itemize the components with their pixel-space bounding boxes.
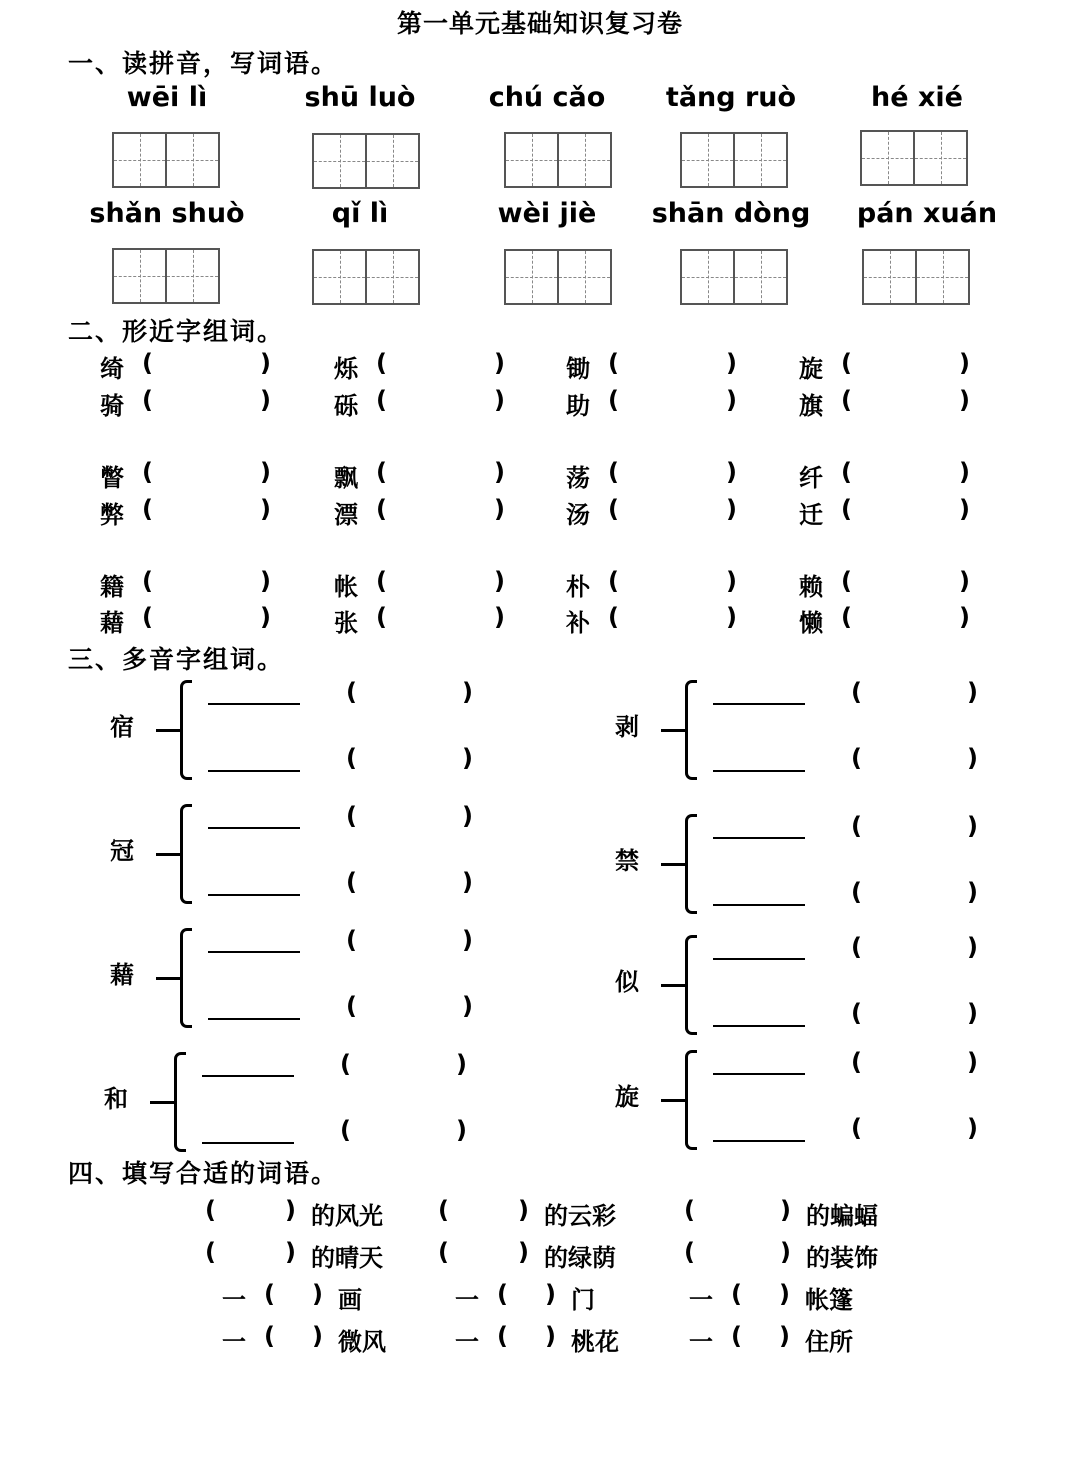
section-4-heading: 四、填写合适的词语。: [68, 1159, 339, 1188]
left-paren: (: [438, 1238, 449, 1266]
right-paren: ): [494, 567, 505, 595]
similar-char-item[interactable]: [334, 386, 534, 420]
similar-char-item[interactable]: [566, 603, 766, 637]
right-paren: ): [545, 1322, 556, 1350]
right-paren: ): [967, 744, 978, 772]
yi-char: 一: [689, 1286, 713, 1314]
tianzige-answer-box[interactable]: [112, 132, 220, 188]
polyphone-item[interactable]: [110, 804, 510, 914]
similar-char-item[interactable]: [334, 603, 534, 637]
left-paren: (: [376, 495, 387, 523]
similar-char-item[interactable]: [334, 567, 534, 601]
left-paren: (: [205, 1196, 216, 1224]
character: 禁: [615, 847, 639, 875]
brace-bracket: [685, 680, 697, 780]
similar-char-item[interactable]: [566, 567, 766, 601]
character: 漂: [334, 501, 358, 529]
answer-line[interactable]: [208, 894, 300, 896]
phrase-suffix: 门: [571, 1286, 595, 1314]
right-paren: ): [779, 1322, 790, 1350]
left-paren: (: [851, 999, 862, 1027]
bracket-stub: [156, 853, 182, 856]
phrase-suffix: 画: [338, 1286, 362, 1314]
phrase-suffix: 的风光: [311, 1202, 383, 1230]
character: 绮: [100, 355, 124, 383]
pinyin-prompt: wēi lì: [126, 82, 208, 113]
pinyin-prompt: hé xié: [871, 82, 963, 113]
right-paren: ): [518, 1238, 529, 1266]
left-paren: (: [142, 386, 153, 414]
similar-char-item[interactable]: [566, 495, 766, 529]
brace-bracket: [685, 814, 697, 914]
brace-bracket: [174, 1052, 186, 1152]
character: 汤: [566, 501, 590, 529]
right-paren: ): [545, 1280, 556, 1308]
brace-bracket: [685, 935, 697, 1035]
right-paren: ): [260, 386, 271, 414]
right-paren: ): [726, 458, 737, 486]
tianzige-answer-box[interactable]: [504, 249, 612, 305]
polyphone-item[interactable]: [110, 928, 510, 1038]
answer-line[interactable]: [713, 904, 805, 906]
character: 旋: [615, 1083, 639, 1111]
phrase-suffix: 的晴天: [311, 1244, 383, 1272]
left-paren: (: [851, 812, 862, 840]
left-paren: (: [142, 349, 153, 377]
yi-char: 一: [455, 1328, 479, 1356]
character: 旗: [799, 392, 823, 420]
similar-char-item[interactable]: [566, 349, 766, 383]
page-title: 第一单元基础知识复习卷: [396, 9, 683, 38]
character: 帐: [334, 573, 358, 601]
right-paren: ): [494, 495, 505, 523]
similar-char-item[interactable]: [100, 349, 300, 383]
similar-char-item[interactable]: [100, 603, 300, 637]
right-paren: ): [726, 349, 737, 377]
answer-line[interactable]: [713, 770, 805, 772]
tianzige-answer-box[interactable]: [680, 132, 788, 188]
left-paren: (: [841, 495, 852, 523]
right-paren: ): [260, 603, 271, 631]
left-paren: (: [346, 744, 357, 772]
left-paren: (: [205, 1238, 216, 1266]
polyphone-item[interactable]: [110, 680, 510, 790]
right-paren: ): [959, 567, 970, 595]
answer-line[interactable]: [208, 1018, 300, 1020]
similar-char-item[interactable]: [100, 495, 300, 529]
tianzige-answer-box[interactable]: [680, 249, 788, 305]
right-paren: ): [462, 868, 473, 896]
left-paren: (: [376, 603, 387, 631]
character: 锄: [566, 355, 590, 383]
similar-char-item[interactable]: [799, 458, 999, 492]
bracket-stub: [156, 977, 182, 980]
character: 补: [566, 609, 590, 637]
character: 冠: [110, 837, 134, 865]
fill-measure-word-item[interactable]: [222, 1322, 402, 1356]
left-paren: (: [684, 1196, 695, 1224]
bracket-stub: [661, 863, 687, 866]
right-paren: ): [285, 1238, 296, 1266]
bracket-stub: [150, 1101, 176, 1104]
similar-char-item[interactable]: [799, 567, 999, 601]
fill-phrase-item[interactable]: [205, 1238, 405, 1272]
left-paren: (: [841, 386, 852, 414]
left-paren: (: [264, 1280, 275, 1308]
left-paren: (: [684, 1238, 695, 1266]
right-paren: ): [967, 999, 978, 1027]
brace-bracket: [180, 928, 192, 1028]
left-paren: (: [608, 386, 619, 414]
brace-bracket: [180, 680, 192, 780]
fill-measure-word-item[interactable]: [222, 1280, 402, 1314]
left-paren: (: [376, 567, 387, 595]
right-paren: ): [959, 349, 970, 377]
right-paren: ): [456, 1116, 467, 1144]
pinyin-prompt: shū luò: [304, 82, 416, 113]
tianzige-answer-box[interactable]: [312, 249, 420, 305]
character: 和: [104, 1085, 128, 1113]
brace-bracket: [685, 1050, 697, 1150]
left-paren: (: [851, 933, 862, 961]
pinyin-prompt: shǎn shuò: [89, 198, 245, 229]
right-paren: ): [494, 458, 505, 486]
bracket-stub: [661, 729, 687, 732]
character: 藉: [100, 609, 124, 637]
left-paren: (: [346, 992, 357, 1020]
character: 藉: [110, 961, 134, 989]
right-paren: ): [456, 1050, 467, 1078]
right-paren: ): [726, 386, 737, 414]
left-paren: (: [851, 678, 862, 706]
left-paren: (: [497, 1322, 508, 1350]
right-paren: ): [285, 1196, 296, 1224]
pinyin-prompt: tǎng ruò: [665, 82, 797, 113]
bracket-stub: [156, 729, 182, 732]
answer-line[interactable]: [713, 1073, 805, 1075]
right-paren: ): [780, 1238, 791, 1266]
tianzige-answer-box[interactable]: [312, 133, 420, 189]
left-paren: (: [851, 1114, 862, 1142]
phrase-suffix: 的云彩: [544, 1202, 616, 1230]
left-paren: (: [142, 603, 153, 631]
character: 剥: [615, 713, 639, 741]
character: 瞥: [100, 464, 124, 492]
right-paren: ): [967, 678, 978, 706]
left-paren: (: [346, 868, 357, 896]
left-paren: (: [346, 678, 357, 706]
character: 迁: [799, 501, 823, 529]
phrase-suffix: 帐篷: [805, 1286, 853, 1314]
left-paren: (: [608, 349, 619, 377]
pinyin-prompt: pán xuán: [856, 198, 998, 229]
phrase-suffix: 微风: [338, 1328, 386, 1356]
character: 懒: [799, 609, 823, 637]
fill-measure-word-item[interactable]: [689, 1280, 889, 1314]
polyphone-item[interactable]: [615, 680, 1015, 790]
character: 张: [334, 609, 358, 637]
pinyin-prompt: wèi jiè: [497, 198, 597, 229]
polyphone-item[interactable]: [615, 814, 1015, 924]
answer-line[interactable]: [208, 703, 300, 705]
similar-char-item[interactable]: [799, 603, 999, 637]
polyphone-item[interactable]: [104, 1052, 504, 1162]
right-paren: ): [260, 495, 271, 523]
section-3-heading: 三、多音字组词。: [68, 645, 285, 674]
brace-bracket: [180, 804, 192, 904]
right-paren: ): [780, 1196, 791, 1224]
character: 砾: [334, 392, 358, 420]
fill-measure-word-item[interactable]: [455, 1322, 635, 1356]
pinyin-prompt: chú cǎo: [488, 82, 606, 113]
fill-phrase-item[interactable]: [438, 1196, 638, 1230]
similar-char-item[interactable]: [100, 386, 300, 420]
answer-line[interactable]: [713, 1025, 805, 1027]
right-paren: ): [494, 603, 505, 631]
yi-char: 一: [222, 1286, 246, 1314]
left-paren: (: [851, 744, 862, 772]
left-paren: (: [608, 603, 619, 631]
left-paren: (: [340, 1050, 351, 1078]
left-paren: (: [376, 386, 387, 414]
pinyin-prompt: qǐ lì: [331, 198, 389, 229]
left-paren: (: [608, 458, 619, 486]
yi-char: 一: [222, 1328, 246, 1356]
answer-line[interactable]: [713, 703, 805, 705]
answer-line[interactable]: [713, 1140, 805, 1142]
right-paren: ): [726, 495, 737, 523]
right-paren: ): [959, 386, 970, 414]
similar-char-item[interactable]: [566, 458, 766, 492]
right-paren: ): [959, 603, 970, 631]
left-paren: (: [346, 926, 357, 954]
tianzige-answer-box[interactable]: [112, 248, 220, 304]
fill-measure-word-item[interactable]: [455, 1280, 635, 1314]
character: 似: [615, 968, 639, 996]
left-paren: (: [841, 603, 852, 631]
left-paren: (: [731, 1280, 742, 1308]
left-paren: (: [851, 878, 862, 906]
left-paren: (: [841, 458, 852, 486]
right-paren: ): [462, 678, 473, 706]
character: 籍: [100, 573, 124, 601]
character: 赖: [799, 573, 823, 601]
polyphone-item[interactable]: [615, 1050, 1015, 1160]
right-paren: ): [260, 349, 271, 377]
right-paren: ): [462, 926, 473, 954]
answer-line[interactable]: [713, 837, 805, 839]
left-paren: (: [142, 458, 153, 486]
section-1-heading: 一、读拼音，写词语。: [68, 49, 339, 78]
tianzige-answer-box[interactable]: [862, 249, 970, 305]
left-paren: (: [438, 1196, 449, 1224]
answer-line[interactable]: [208, 827, 300, 829]
right-paren: ): [462, 744, 473, 772]
character: 烁: [334, 355, 358, 383]
fill-phrase-item[interactable]: [438, 1238, 638, 1272]
left-paren: (: [608, 567, 619, 595]
right-paren: ): [260, 458, 271, 486]
right-paren: ): [494, 386, 505, 414]
right-paren: ): [260, 567, 271, 595]
bracket-stub: [661, 1099, 687, 1102]
left-paren: (: [376, 349, 387, 377]
left-paren: (: [142, 567, 153, 595]
phrase-suffix: 的蝙蝠: [806, 1202, 878, 1230]
left-paren: (: [851, 1048, 862, 1076]
similar-char-item[interactable]: [100, 458, 300, 492]
right-paren: ): [967, 1048, 978, 1076]
bracket-stub: [661, 984, 687, 987]
left-paren: (: [731, 1322, 742, 1350]
similar-char-item[interactable]: [334, 458, 534, 492]
right-paren: ): [462, 802, 473, 830]
answer-line[interactable]: [208, 951, 300, 953]
right-paren: ): [726, 603, 737, 631]
fill-phrase-item[interactable]: [684, 1238, 904, 1272]
right-paren: ): [312, 1322, 323, 1350]
fill-phrase-item[interactable]: [205, 1196, 405, 1230]
phrase-suffix: 桃花: [571, 1328, 619, 1356]
tianzige-answer-box[interactable]: [504, 132, 612, 188]
phrase-suffix: 的绿荫: [544, 1244, 616, 1272]
left-paren: (: [376, 458, 387, 486]
left-paren: (: [340, 1116, 351, 1144]
right-paren: ): [462, 992, 473, 1020]
character: 朴: [566, 573, 590, 601]
left-paren: (: [142, 495, 153, 523]
character: 旋: [799, 355, 823, 383]
answer-line[interactable]: [208, 770, 300, 772]
left-paren: (: [841, 567, 852, 595]
left-paren: (: [841, 349, 852, 377]
right-paren: ): [959, 458, 970, 486]
right-paren: ): [967, 933, 978, 961]
right-paren: ): [967, 1114, 978, 1142]
answer-line[interactable]: [202, 1075, 294, 1077]
fill-measure-word-item[interactable]: [689, 1322, 889, 1356]
answer-line[interactable]: [202, 1142, 294, 1144]
character: 骑: [100, 392, 124, 420]
similar-char-item[interactable]: [799, 386, 999, 420]
left-paren: (: [497, 1280, 508, 1308]
character: 弊: [100, 501, 124, 529]
phrase-suffix: 住所: [805, 1328, 853, 1356]
right-paren: ): [726, 567, 737, 595]
character: 宿: [110, 713, 134, 741]
left-paren: (: [264, 1322, 275, 1350]
section-2-heading: 二、形近字组词。: [68, 317, 285, 346]
yi-char: 一: [455, 1286, 479, 1314]
right-paren: ): [779, 1280, 790, 1308]
similar-char-item[interactable]: [799, 495, 999, 529]
answer-line[interactable]: [713, 958, 805, 960]
pinyin-prompt: shān dòng: [651, 198, 811, 229]
left-paren: (: [608, 495, 619, 523]
fill-phrase-item[interactable]: [684, 1196, 904, 1230]
right-paren: ): [967, 878, 978, 906]
right-paren: ): [518, 1196, 529, 1224]
yi-char: 一: [689, 1328, 713, 1356]
right-paren: ): [494, 349, 505, 377]
character: 荡: [566, 464, 590, 492]
character: 纤: [799, 464, 823, 492]
tianzige-answer-box[interactable]: [860, 130, 968, 186]
right-paren: ): [312, 1280, 323, 1308]
phrase-suffix: 的装饰: [806, 1244, 878, 1272]
right-paren: ): [959, 495, 970, 523]
polyphone-item[interactable]: [615, 935, 1015, 1045]
similar-char-item[interactable]: [334, 349, 534, 383]
similar-char-item[interactable]: [100, 567, 300, 601]
similar-char-item[interactable]: [566, 386, 766, 420]
left-paren: (: [346, 802, 357, 830]
similar-char-item[interactable]: [334, 495, 534, 529]
character: 助: [566, 392, 590, 420]
character: 飘: [334, 464, 358, 492]
right-paren: ): [967, 812, 978, 840]
similar-char-item[interactable]: [799, 349, 999, 383]
